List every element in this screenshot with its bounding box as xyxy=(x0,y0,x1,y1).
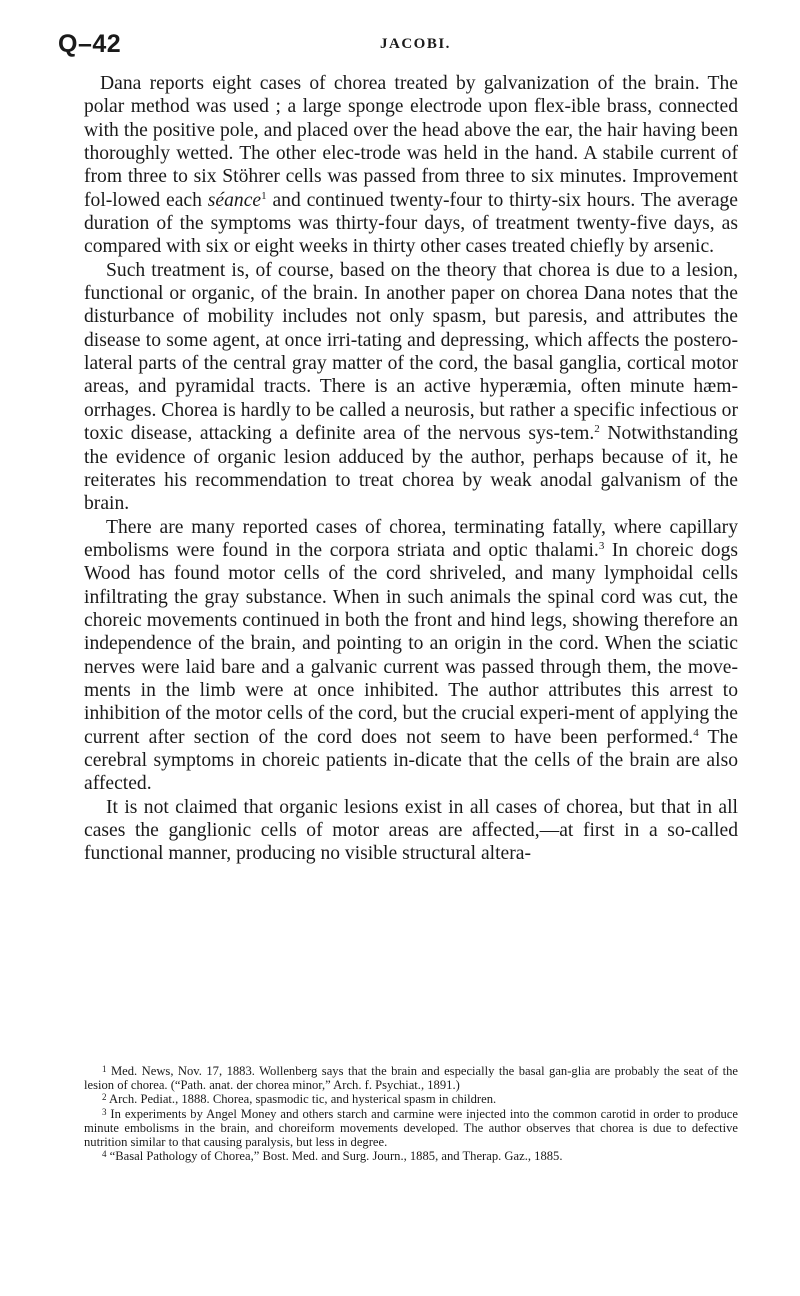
paragraph-1-text-a: Dana reports eight cases of chorea treated by galvanization of the brain. The polar method was used ; a large sponge electrode upon flex-ible brass, connected with the positive pole, and placed over the head above the ear, the hair having been thoroughly wetted. The other elec-trode was held in the hand. A stabile current of from three to six Stöhrer cells was passed from three to six minutes. Improvement fol-lowed each xyxy=(84,73,738,211)
footnote-3-mark: 3 xyxy=(102,1106,107,1117)
footnote-4 xyxy=(84,1149,738,1163)
footnote-ref-3: 3 xyxy=(598,539,605,552)
footnote-3 xyxy=(84,1107,738,1150)
paragraph-1-seance: séance xyxy=(207,189,262,211)
page-number: Q–42 xyxy=(58,30,122,58)
paragraph-3-text-c: The cerebral symptoms in choreic patients in-dicate that the cells of the brain are also affected. xyxy=(84,726,738,795)
footnote-2-text: Arch. Pediat., 1888. Chorea, spasmodic tic, and hysterical spasm in children. xyxy=(108,1092,497,1107)
footnote-ref-2: 2 xyxy=(594,423,600,436)
body-text xyxy=(84,72,738,866)
footnote-2-mark: 2 xyxy=(102,1092,107,1103)
footnote-ref-4: 4 xyxy=(693,726,699,739)
paragraph-2 xyxy=(84,259,738,516)
footnote-3-text: In experiments by Angel Money and others starch and carmine were injected into the common carotid in order to produce minute embolisms in the brain, and choreiform movements developed. The author observes that chorea is due to defective nutrition similar to that causing paralysis, but less in degree. xyxy=(84,1106,738,1150)
footnote-1-text: Med. News, Nov. 17, 1883. Wollenberg says that the brain and especially the basal gan-glia are probably the seat of the lesion of chorea. (“Path. anat. der chorea minor,” Arch. f. Psychiat., 1891.) xyxy=(84,1064,738,1093)
paragraph-3-text-a: There are many reported cases of chorea, terminating fatally, where capillary embolisms were found in the corpora striata and optic thalami. xyxy=(84,516,738,561)
paragraph-3 xyxy=(84,516,738,796)
page-header xyxy=(58,28,742,64)
footnote-ref-1: 1 xyxy=(261,189,267,202)
paragraph-1-text-b: and continued twenty-four to thirty-six hours. The average duration of the symptoms was thirty-four days, of treatment twenty-five days, as compared with six or eight weeks in thirty other cases treated chiefly by arsenic. xyxy=(84,189,739,258)
paragraph-3-text-b: In choreic dogs Wood has found motor cells of the cord shriveled, and many lymphoidal cells infiltrating the gray substance. When in such animals the spinal cord was cut, the choreic movements continued in both the front and hind legs, showing therefore an independence of the brain, and pointing to an origin in the cord. When the sciatic nerves were laid bare and a galvanic current was passed through them, the move-ments in the limb were at once inhibited. The author attributes this arrest to inhibition of the motor cells of the cord, but the crucial experi-ment of applying the current after section of the cord does not seem to have been performed. xyxy=(84,539,739,748)
footnote-4-text: “Basal Pathology of Chorea,” Bost. Med. and Surg. Journ., 1885, and Therap. Gaz., 1885. xyxy=(109,1149,563,1164)
paragraph-4 xyxy=(84,796,738,866)
paragraph-4-text: It is not claimed that organic lesions exist in all cases of chorea, but that in all cases the ganglionic cells of motor areas are affected,—at first in a so-called functional manner, producing no visible structural altera- xyxy=(84,796,738,865)
footnote-2 xyxy=(84,1092,738,1106)
running-head: JACOBI. xyxy=(380,36,451,52)
footnote-1 xyxy=(84,1064,738,1092)
paragraph-2-text-b: Notwithstanding the evidence of organic lesion adduced by the author, perhaps because of it, he reiterates his recommendation to treat chorea by weak anodal galvanism of the brain. xyxy=(84,423,738,515)
paragraph-2-text-a: Such treatment is, of course, based on the theory that chorea is due to a lesion, functional or organic, of the brain. In another paper on chorea Dana notes that the disturbance of mobility includes not only spasm, but paresis, and attributes the disease to some agent, at once irri-tating and depressing, which affects the postero-lateral parts of the central gray matter of the cord, the basal ganglia, cortical motor areas, and pyramidal tracts. There is an active hyperæmia, often minute hæm-orrhages. Chorea is hardly to be called a neurosis, but rather a specific infectious or toxic disease, attacking a definite area of the nervous sys-tem. xyxy=(84,259,738,445)
footnote-1-mark: 1 xyxy=(102,1064,107,1074)
paragraph-1 xyxy=(84,72,738,259)
footnote-4-mark: 4 xyxy=(102,1149,107,1160)
footnotes xyxy=(84,1064,738,1163)
